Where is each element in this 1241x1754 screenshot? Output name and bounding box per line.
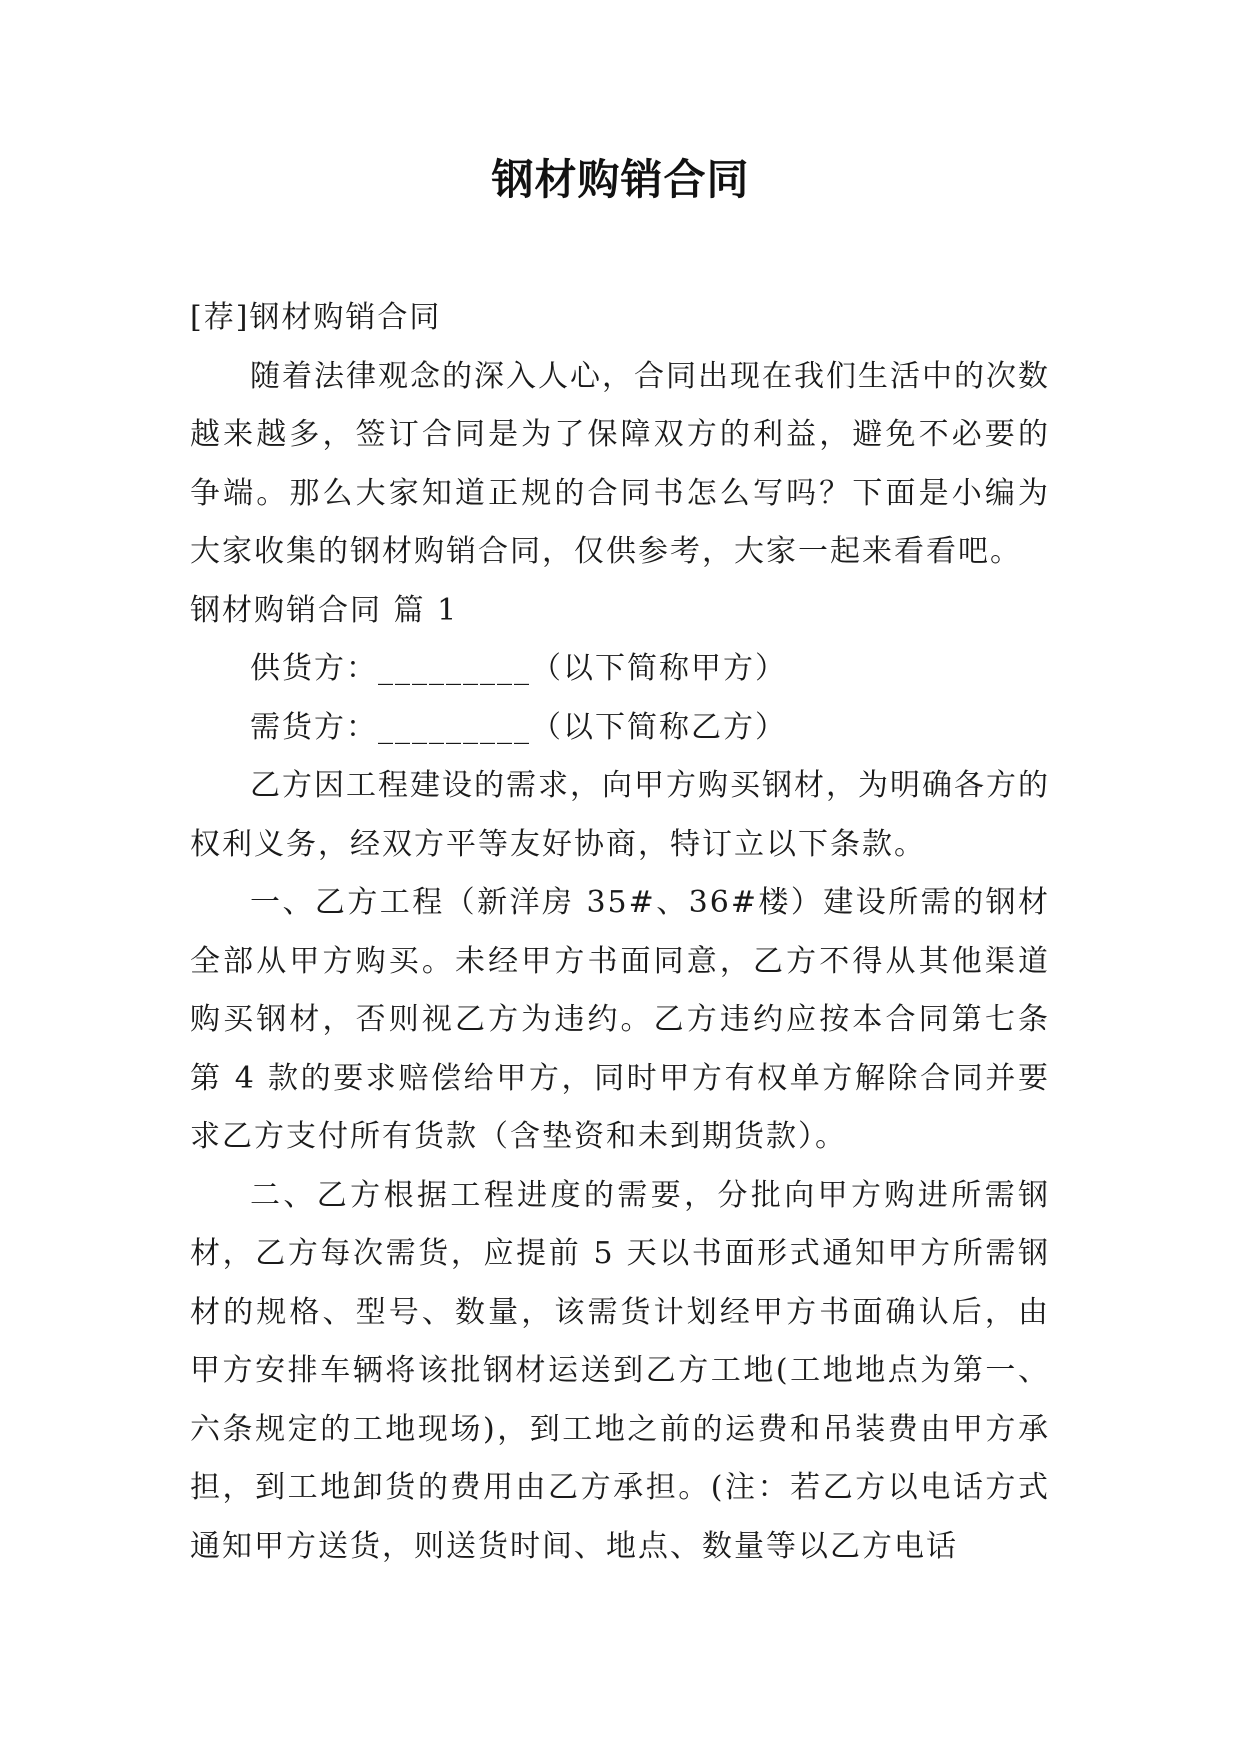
supplier-line: 供货方：_________（以下简称甲方）	[250, 651, 787, 686]
purpose-paragraph: 乙方因工程建设的需求，向甲方购买钢材，为明确各方的权利义务，经双方平等友好协商，特订立以下条款。	[190, 768, 1050, 862]
section-heading: 钢材购销合同 篇 1	[190, 592, 459, 628]
document-body	[190, 289, 1050, 1576]
clause-one-paragraph: 一、乙方工程（新洋房 35#、36#楼）建设所需的钢材全部从甲方购买。未经甲方书面同意，乙方不得从其他渠道购买钢材，否则视乙方为违约。乙方违约应按本合同第七条第 4 款的要求赔偿给甲方，同时甲方有权单方解除合同并要求乙方支付所有货款（含垫资和未到期货款）。	[190, 885, 1050, 1154]
clause-two-paragraph: 二、乙方根据工程进度的需要，分批向甲方购进所需钢材，乙方每次需货，应提前 5 天以书面形式通知甲方所需钢材的规格、型号、数量，该需货计划经甲方书面确认后，由甲方安排车辆将该批钢材运送到乙方工地(工地地点为第一、六条规定的工地现场)，到工地之前的运费和吊装费由甲方承担，到工地卸货的费用由乙方承担。(注：若乙方以电话方式通知甲方送货，则送货时间、地点、数量等以乙方电话	[190, 1177, 1050, 1564]
preface-paragraph: 随着法律观念的深入人心，合同出现在我们生活中的次数越来越多，签订合同是为了保障双方的利益，避免不必要的争端。那么大家知道正规的合同书怎么写吗？下面是小编为大家收集的钢材购销合同，仅供参考，大家一起来看看吧。	[190, 358, 1050, 569]
buyer-line: 需货方：_________（以下简称乙方）	[250, 709, 787, 745]
document-title: 钢材购销合同	[491, 155, 750, 204]
intro-line: [荐]钢材购销合同	[190, 300, 442, 335]
